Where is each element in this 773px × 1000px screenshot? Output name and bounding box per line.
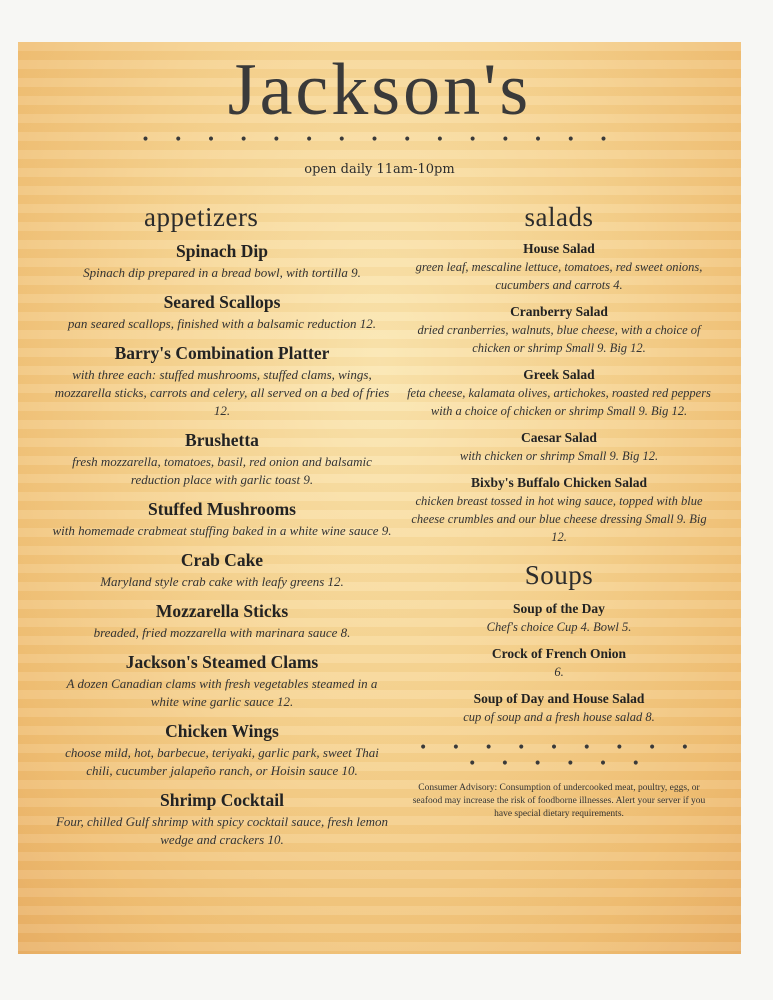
menu-item: [52, 343, 392, 420]
menu-item: [52, 499, 392, 540]
item-name: Shrimp Cocktail: [160, 790, 284, 810]
item-description: Spinach dip prepared in a bread bowl, with tortilla 9.: [83, 265, 361, 280]
item-name: Seared Scallops: [163, 292, 281, 312]
item-description: 6.: [554, 665, 564, 679]
menu-item: [404, 241, 714, 294]
menu-item: [52, 292, 392, 333]
menu-item: [404, 304, 714, 357]
item-name: Caesar Salad: [521, 430, 597, 445]
item-description: Four, chilled Gulf shrimp with spicy cocktail sauce, fresh lemon wedge and crackers 10.: [55, 814, 389, 847]
menu-item: [52, 790, 392, 849]
menu-item: [52, 601, 392, 642]
item-description: fresh mozzarella, tomatoes, basil, red onion and balsamic reduction place with garlic toast 9.: [72, 454, 372, 487]
item-description: chicken breast tossed in hot wing sauce, topped with blue cheese crumbles and our blue cheese dressing Small 9. Big 12.: [411, 494, 707, 544]
item-name: House Salad: [523, 241, 595, 256]
menu-item: [52, 241, 392, 282]
item-description: A dozen Canadian clams with fresh vegetables steamed in a white wine garlic sauce 12.: [66, 676, 378, 709]
menu-item: [404, 601, 714, 636]
menu-item: [404, 430, 714, 465]
item-description: with homemade crabmeat stuffing baked in a white wine sauce 9.: [52, 523, 392, 538]
item-description: feta cheese, kalamata olives, artichokes, roasted red peppers with a choice of chicken or shrimp Small 9. Big 12.: [407, 386, 711, 418]
menu-item: [404, 475, 714, 546]
menu-item: [52, 430, 392, 489]
item-name: Crock of French Onion: [491, 646, 627, 661]
item-name: Chicken Wings: [165, 721, 279, 741]
menu-item: [52, 550, 392, 591]
menu-item: [52, 721, 392, 780]
menu-item: [52, 652, 392, 711]
salads-heading: salads: [524, 202, 594, 232]
appetizers-column: [52, 202, 392, 859]
item-name: Jackson's Steamed Clams: [125, 652, 319, 672]
item-name: Bixby's Buffalo Chicken Salad: [471, 475, 647, 490]
consumer-advisory: Consumer Advisory: Consumption of undercooked meat, poultry, eggs, or seafood may increase the risk of foodborne illnesses. Alert your server if you have special dietary requirements.: [412, 783, 706, 819]
item-name: Barry's Combination Platter: [114, 343, 330, 363]
item-description: breaded, fried mozzarella with marinara sauce 8.: [93, 625, 351, 640]
item-description: green leaf, mescaline lettuce, tomatoes, red sweet onions, cucumbers and carrots 4.: [415, 260, 703, 292]
menu-item: [404, 367, 714, 420]
item-name: Brushetta: [185, 430, 259, 450]
appetizers-heading: appetizers: [144, 202, 259, 232]
restaurant-title: Jackson's: [227, 49, 532, 131]
item-name: Mozzarella Sticks: [155, 601, 289, 621]
item-description: choose mild, hot, barbecue, teriyaki, garlic park, sweet Thai chili, cucumber jalapeño ranch, or Hoisin sauce 10.: [65, 745, 379, 778]
item-description: Maryland style crab cake with leafy greens 12.: [100, 574, 344, 589]
item-name: Soup of the Day: [513, 601, 605, 616]
menu-item: [404, 691, 714, 726]
soups-heading: Soups: [524, 560, 594, 590]
item-name: Soup of Day and House Salad: [473, 691, 645, 706]
menu-page: [18, 42, 741, 954]
item-description: Chef's choice Cup 4. Bowl 5.: [486, 620, 632, 634]
item-description: with chicken or shrimp Small 9. Big 12.: [459, 449, 659, 463]
item-name: Spinach Dip: [176, 241, 268, 261]
menu-item: [404, 646, 714, 681]
footer-divider: • • • • • • • • • • • • • • •: [419, 740, 699, 772]
item-description: with three each: stuffed mushrooms, stuffed clams, wings, mozzarella sticks, carrots and celery, all served on a bed of fries 12.: [54, 367, 390, 418]
item-name: Greek Salad: [523, 367, 595, 382]
item-name: Crab Cake: [180, 550, 264, 570]
item-description: dried cranberries, walnuts, blue cheese, with a choice of chicken or shrimp Small 9. Big 12.: [417, 323, 701, 355]
item-description: pan seared scallops, finished with a balsamic reduction 12.: [67, 316, 377, 331]
salads-soups-column: [404, 202, 714, 821]
opening-hours: open daily 11am-10pm: [304, 162, 455, 177]
item-name: Stuffed Mushrooms: [148, 499, 296, 519]
item-name: Cranberry Salad: [510, 304, 608, 319]
item-description: cup of soup and a fresh house salad 8.: [463, 710, 655, 724]
title-divider: • • • • • • • • • • • • • • •: [141, 132, 618, 148]
